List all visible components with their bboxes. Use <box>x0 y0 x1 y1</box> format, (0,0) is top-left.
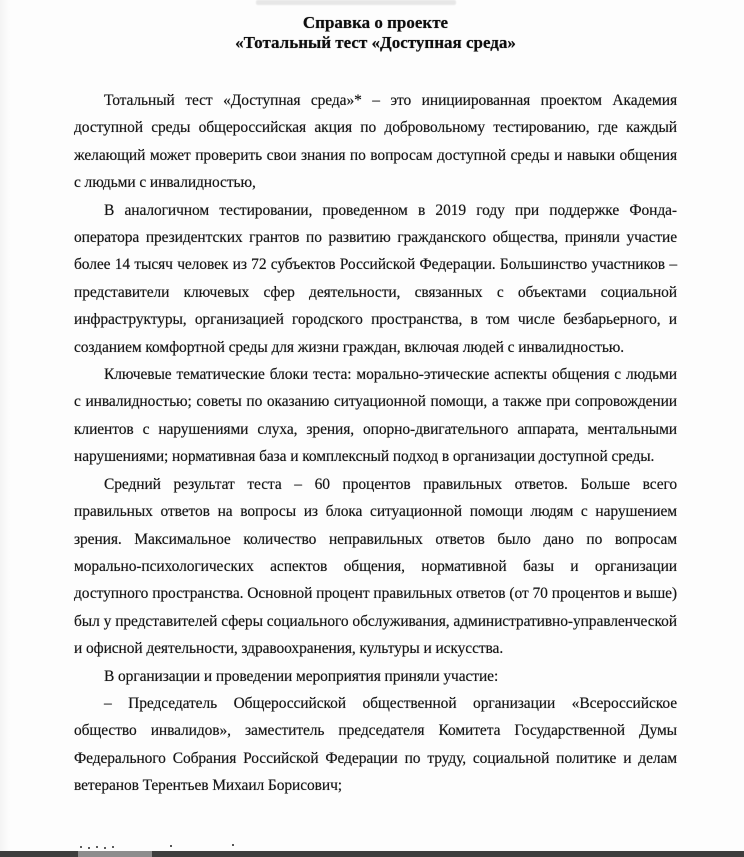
paragraph-participant-terentyev: – Председатель Общероссийской общественной организации «Всероссийское общество инвалидов», заместитель председателя Комитета Государственной Думы Федерального Собрания Российской Федерации по труду, социальной политике и делам ветеранов Терентьев Михаил Борисович; <box>74 694 677 795</box>
paragraph-results: Средний результат теста – 60 процентов правильных ответов. Больше всего правильных ответов на вопросы из блока ситуационной помощи людям с нарушением зрения. Максимальное количество неправильных ответов было дано по вопросам морально-психологических аспектов общения, нормативной базы и организации доступного пространства. Основной процент правильных ответов (от 70 процентов и выше) был у представителей сферы социального обслуживания, административно-управленческой и офисной деятельности, здравоохранения, культуры и искусства. <box>74 475 677 658</box>
document-content <box>74 13 677 800</box>
document-title-line-1: Справка о проекте <box>302 13 449 32</box>
scan-artifact-bottom-bar-light-segment <box>78 851 152 857</box>
scan-artifact-top-strip <box>256 0 456 5</box>
paragraph-2019-testing: В аналогичном тестировании, проведенном в 2019 году при поддержке Фонда-оператора президентских грантов по развитию гражданского общества, приняли участие более 14 тысяч человек из 72 субъектов Российской Федерации. Большинство участников – представители ключевых сфер деятельности, связанных с объектами социальной инфраструктуры, организацией городского пространства, в том числе безбарьерного, и созданием комфортной среды для жизни граждан, включая людей с инвалидностью. <box>74 201 677 356</box>
paragraph-intro: Тотальный тест «Доступная среда»* – это инициированная проектом Академия доступной среды общероссийская акция по добровольному тестированию, где каждый желающий может проверить свои знания по вопросам доступной среды и навыки общения с людьми с инвалидностью, <box>74 92 677 192</box>
paragraph-participants-heading: В организации и проведении мероприятия приняли участие: <box>104 667 499 685</box>
scan-left-edge-noise <box>0 0 10 857</box>
scan-artifact-bottom-bar <box>0 851 744 857</box>
document-title-line-2: «Тотальный тест «Доступная среда» <box>235 32 516 52</box>
document-title <box>74 13 677 52</box>
document-body <box>74 87 677 800</box>
paragraph-test-blocks: Ключевые тематические блоки теста: морально-этические аспекты общения с людьми с инвалидностью; советы по оказанию ситуационной помощи, а также при сопровождении клиентов с нарушениями слуха, зрения, опорно-двигательного аппарата, ментальными нарушениями; нормативная база и комплексный подход в организации доступной среды. <box>74 366 677 466</box>
scan-ink-specks <box>80 846 82 848</box>
